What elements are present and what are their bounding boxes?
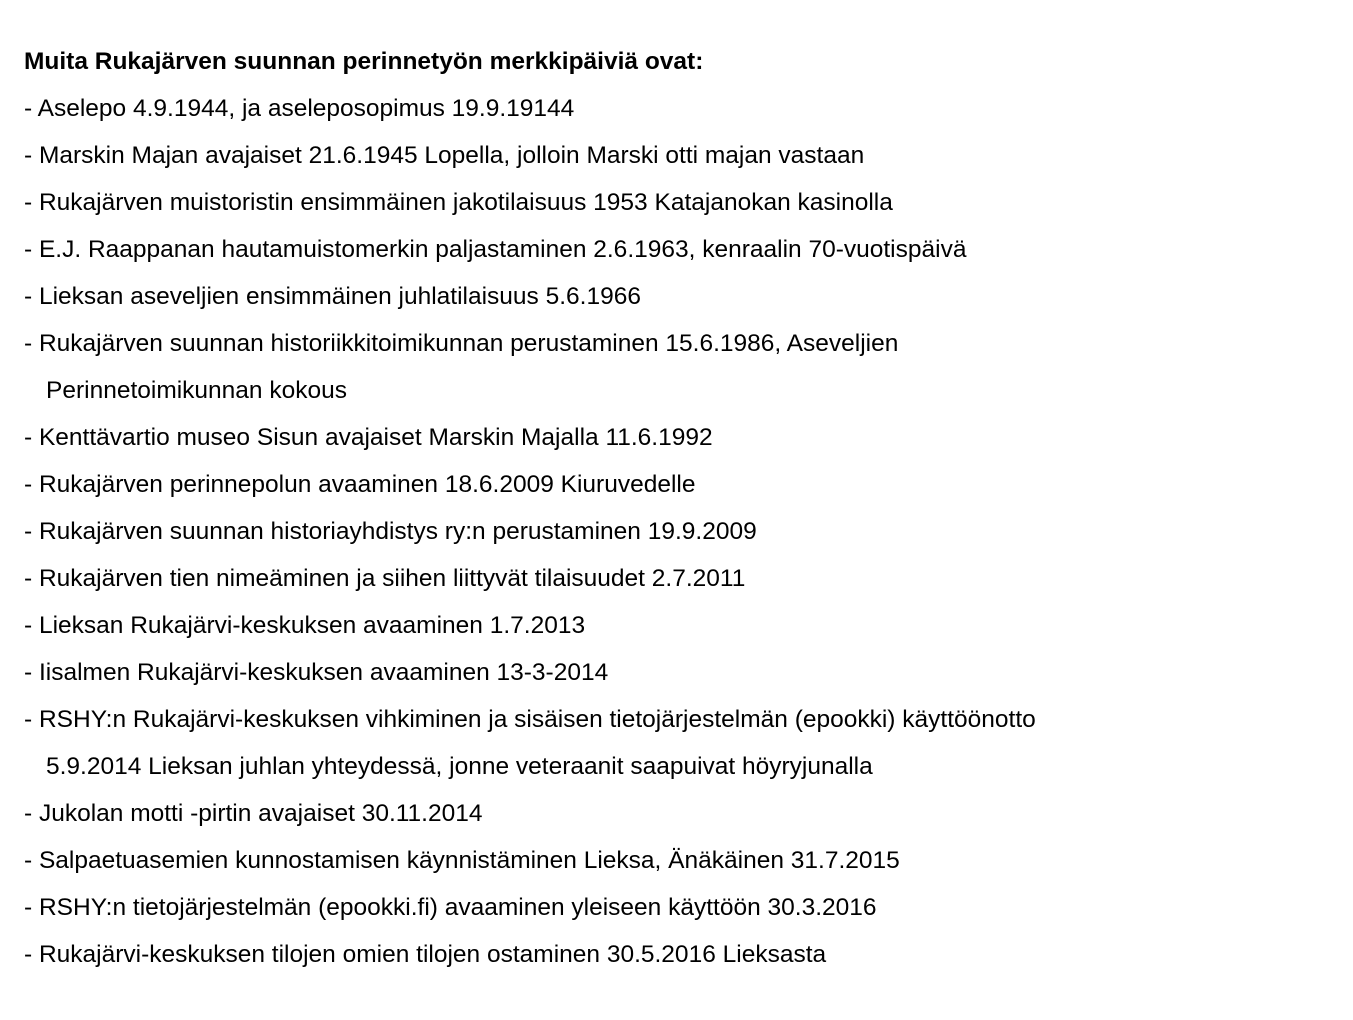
document-page (24, 38, 1334, 978)
list-item: - Rukajärven perinnepolun avaaminen 18.6.2009 Kiuruvedelle (24, 471, 696, 498)
list-item: - Rukajärven suunnan historiayhdistys ry:n perustaminen 19.9.2009 (24, 518, 757, 545)
list-item: - Rukajärven tien nimeäminen ja siihen liittyvät tilaisuudet 2.7.2011 (24, 565, 746, 592)
list-item: - Salpaetuasemien kunnostamisen käynnistäminen Lieksa, Änäkäinen 31.7.2015 (24, 847, 900, 874)
list-item: - RSHY:n Rukajärvi-keskuksen vihkiminen ja sisäisen tietojärjestelmän (epookki) käyttöönotto (24, 706, 1036, 733)
list-item: - Aselepo 4.9.1944, ja aseleposopimus 19.9.19144 (24, 95, 575, 122)
list-item: - Rukajärven suunnan historiikkitoimikunnan perustaminen 15.6.1986, Aseveljien (24, 330, 899, 357)
list-item-continuation: Perinnetoimikunnan kokous (46, 377, 347, 404)
list-item: - RSHY:n tietojärjestelmän (epookki.fi) avaaminen yleiseen käyttöön 30.3.2016 (24, 894, 877, 921)
list-item: - Kenttävartio museo Sisun avajaiset Marskin Majalla 11.6.1992 (24, 424, 713, 451)
list-item: - E.J. Raappanan hautamuistomerkin paljastaminen 2.6.1963, kenraalin 70-vuotispäivä (24, 236, 967, 263)
list-item: - Lieksan Rukajärvi-keskuksen avaaminen 1.7.2013 (24, 612, 586, 639)
list-item: - Jukolan motti -pirtin avajaiset 30.11.2014 (24, 800, 483, 827)
list-item: - Iisalmen Rukajärvi-keskuksen avaaminen 13-3-2014 (24, 659, 609, 686)
list-item-continuation: 5.9.2014 Lieksan juhlan yhteydessä, jonne veteraanit saapuivat höyryjunalla (46, 753, 873, 780)
list-item: - Lieksan aseveljien ensimmäinen juhlatilaisuus 5.6.1966 (24, 283, 641, 310)
list-item: - Rukajärven muistoristin ensimmäinen jakotilaisuus 1953 Katajanokan kasinolla (24, 189, 893, 216)
document-heading: Muita Rukajärven suunnan perinnetyön merkkipäiviä ovat: (24, 48, 704, 75)
list-item: - Marskin Majan avajaiset 21.6.1945 Lopella, jolloin Marski otti majan vastaan (24, 142, 865, 169)
list-item: - Rukajärvi-keskuksen tilojen omien tilojen ostaminen 30.5.2016 Lieksasta (24, 941, 827, 968)
